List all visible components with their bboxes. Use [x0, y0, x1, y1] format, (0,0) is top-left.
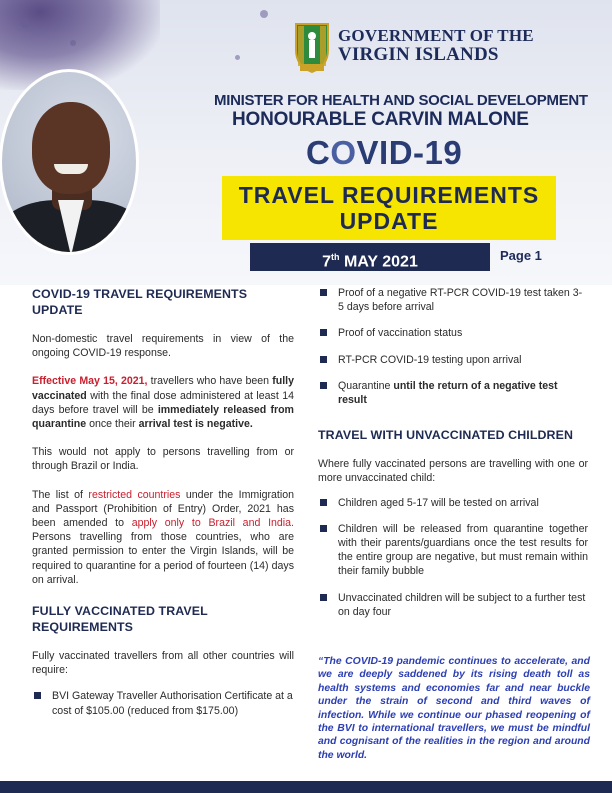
date-bar: 7th MAY 2021 — [250, 243, 490, 271]
page-number: Page 1 — [500, 248, 542, 263]
left-column — [32, 286, 294, 718]
right-column — [318, 286, 588, 619]
title-line2: UPDATE — [339, 208, 439, 234]
coat-of-arms-icon — [292, 20, 332, 74]
government-title-line2: VIRGIN ISLANDS — [338, 44, 499, 65]
list-item: RT-PCR COVID-19 testing upon arrival — [318, 353, 588, 367]
requirements-list-continued — [318, 286, 588, 407]
fully-vaccinated-intro: Fully vaccinated travellers from all other countries will require: — [32, 650, 294, 677]
covid-virus-o: O — [330, 134, 357, 171]
virus-particle-icon — [235, 55, 240, 60]
unvaccinated-intro: Where fully vaccinated persons are travelling with one or more unvaccinated child: — [318, 458, 588, 485]
minister-portrait — [2, 72, 136, 252]
section-heading-travel-update: COVID-19 TRAVEL REQUIREMENTS UPDATE — [32, 287, 248, 317]
virus-particle-icon — [70, 40, 76, 46]
list-item: Quarantine until the return of a negative test result — [318, 379, 588, 407]
list-item: Children will be released from quarantine together with their parents/guardians once the test results for the entire group are negative, but must remain within their family bubble — [318, 522, 588, 579]
footer-bar — [0, 781, 612, 793]
title-line1: TRAVEL REQUIREMENTS — [238, 182, 540, 208]
requirements-list — [32, 689, 294, 717]
header-banner — [0, 0, 612, 285]
restricted-countries-paragraph: The list of restricted countries under the Immigration and Passport (Prohibition of Entry) Order, 2021 has been amended to apply only to Brazil and India. Persons travelling from those countries, who are granted permission to enter the Virgin Islands, will be required to quarantine for a period of fourteen (14) days on arrival. — [32, 488, 294, 586]
list-item: BVI Gateway Traveller Authorisation Certificate at a cost of $105.00 (reduced from $175.00) — [32, 689, 294, 717]
list-item: Proof of vaccination status — [318, 326, 588, 340]
list-item: Unvaccinated children will be subject to a further test on day four — [318, 591, 588, 619]
virus-particle-icon — [20, 18, 30, 28]
title-box — [222, 176, 556, 240]
minister-role: MINISTER FOR HEALTH AND SOCIAL DEVELOPMENT — [214, 92, 588, 109]
section-heading-fully-vaccinated: FULLY VACCINATED TRAVEL REQUIREMENTS — [32, 604, 208, 635]
virus-particle-icon — [260, 10, 268, 18]
effective-paragraph: Effective May 15, 2021, travellers who have been fully vaccinated with the final dose administered at least 14 days before travel will be immediately released from quarantine once their arrival test is negative. — [32, 375, 294, 431]
minister-quote: “The COVID-19 pandemic continues to accelerate, and we are deeply saddened by its rising death toll as health systems and economies far and near buckle under the strain of second and third waves of infection. While we continue our phased reopening of the BVI to international travellers, we must be mindful and cognisant of the realities in the region and around the world. — [318, 656, 590, 761]
government-title-line1: GOVERNMENT OF THE — [338, 26, 534, 45]
list-item: Children aged 5-17 will be tested on arrival — [318, 496, 588, 510]
minister-name: HONOURABLE CARVIN MALONE — [232, 109, 529, 130]
intro-paragraph: Non-domestic travel requirements in view of the ongoing COVID-19 response. — [32, 333, 294, 360]
brazil-india-paragraph: This would not apply to persons travelling from or through Brazil or India. — [32, 446, 294, 473]
children-list — [318, 496, 588, 619]
list-item: Proof of a negative RT-PCR COVID-19 test taken 3-5 days before arrival — [318, 286, 588, 314]
covid-title: COVID-19 — [306, 134, 463, 171]
section-heading-unvaccinated-children: TRAVEL WITH UNVACCINATED CHILDREN — [318, 428, 574, 443]
